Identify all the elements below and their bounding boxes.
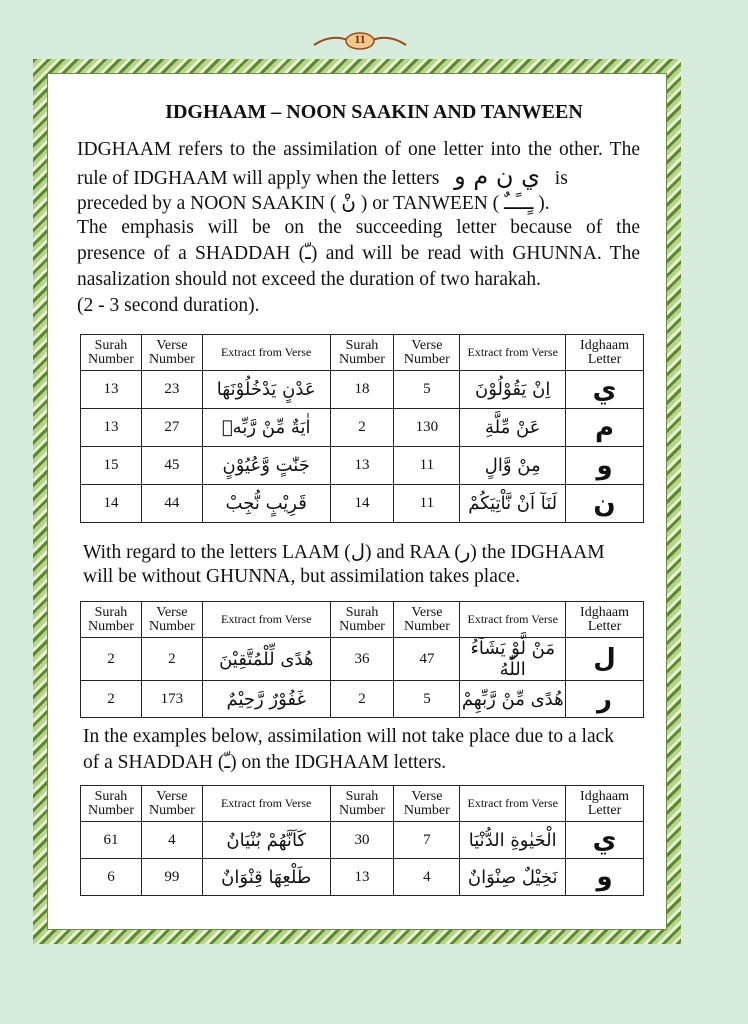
- surah-number: 2: [81, 638, 142, 681]
- verse-number: 5: [394, 681, 460, 718]
- table-row: [81, 447, 644, 485]
- header-surah: Surah Number: [81, 602, 142, 638]
- header-letter: Idghaam Letter: [566, 602, 644, 638]
- table-header-row: [81, 335, 644, 371]
- header-extract: Extract from Verse: [202, 786, 330, 822]
- verse-extract: لَنَآ اَنْ نَّاْتِيَكُمْ: [460, 485, 566, 523]
- surah-number: 13: [330, 859, 394, 896]
- header-extract: Extract from Verse: [460, 335, 566, 371]
- verse-number: 4: [394, 859, 460, 896]
- surah-number: 13: [81, 409, 142, 447]
- surah-number: 36: [330, 638, 394, 681]
- intro-line-3: [77, 189, 640, 217]
- table-row: [81, 409, 644, 447]
- verse-extract: قَرِيْبٍ نُّجِبْ: [202, 485, 330, 523]
- verse-extract: طَلْعِهَا قِنْوَانٌ: [202, 859, 330, 896]
- surah-number: 14: [81, 485, 142, 523]
- intro-line-5: presence of a SHADDAH (ـّ) and will be read with GHUNNA. The: [77, 243, 640, 264]
- intro-line-4: The emphasis will be on the succeeding letter because of the: [77, 217, 640, 238]
- header-verse: Verse Number: [394, 602, 460, 638]
- header-surah: Surah Number: [330, 335, 394, 371]
- intro-line-1: IDGHAAM refers to the assimilation of one letter into the other. The: [77, 139, 640, 160]
- surah-number: 2: [330, 681, 394, 718]
- verse-number: 7: [394, 822, 460, 859]
- surah-number: 2: [330, 409, 394, 447]
- header-extract: Extract from Verse: [460, 786, 566, 822]
- header-verse: Verse Number: [141, 786, 202, 822]
- header-verse: Verse Number: [394, 335, 460, 371]
- page-number-ornament: [312, 31, 408, 51]
- verse-number: 44: [141, 485, 202, 523]
- idghaam-letter: و: [566, 859, 644, 896]
- surah-number: 2: [81, 681, 142, 718]
- page-title: IDGHAAM – NOON SAAKIN AND TANWEEN: [165, 101, 583, 123]
- intro-line-2-pre: rule of IDGHAAM will apply when the letters: [77, 168, 440, 189]
- surah-number: 61: [81, 822, 142, 859]
- verse-number: 99: [141, 859, 202, 896]
- idghaam-letter: ي: [566, 822, 644, 859]
- surah-number: 15: [81, 447, 142, 485]
- no-shaddah-line-2: of a SHADDAH (ـّ) on the IDGHAAM letters.: [83, 752, 447, 773]
- idghaam-letter: و: [566, 447, 644, 485]
- surah-number: 13: [330, 447, 394, 485]
- header-surah: Surah Number: [330, 786, 394, 822]
- verse-extract: هُدًى لِّلْمُتَّقِيْنَ: [202, 638, 330, 681]
- intro-line-3-pre: preceded by a NOON SAAKIN (: [77, 193, 337, 214]
- laam-raa-paragraph: [83, 541, 643, 589]
- idghaam-letter: ر: [566, 681, 644, 718]
- no-assimilation-table: [80, 785, 644, 896]
- idghaam-with-ghunna-table: [80, 334, 644, 523]
- table-row: [81, 485, 644, 523]
- table-header-row: [81, 786, 644, 822]
- surah-number: 30: [330, 822, 394, 859]
- verse-extract: هُدًى مِّنْ رَّبِّهِمْ: [460, 681, 566, 718]
- no-shaddah-paragraph: [83, 724, 643, 776]
- surah-number: 13: [81, 371, 142, 409]
- table-header-row: [81, 602, 644, 638]
- verse-number: 5: [394, 371, 460, 409]
- table-row: [81, 681, 644, 718]
- intro-line-2: [77, 163, 640, 192]
- idghaam-letter: م: [566, 409, 644, 447]
- noon-saakin-glyph: نْ: [341, 190, 356, 214]
- verse-number: 23: [141, 371, 202, 409]
- laam-raa-line-2: will be without GHUNNA, but assimilation takes place.: [83, 566, 521, 587]
- intro-line-3-post: ).: [538, 193, 550, 214]
- table-row: [81, 822, 644, 859]
- verse-number: 27: [141, 409, 202, 447]
- verse-number: 11: [394, 447, 460, 485]
- header-extract: Extract from Verse: [460, 602, 566, 638]
- laam-raa-line-1: With regard to the letters LAAM (ل) and RAA (ر) the IDGHAAM: [83, 542, 605, 563]
- intro-line-7: (2 - 3 second duration).: [77, 295, 260, 316]
- intro-line-2-post: is: [554, 168, 568, 189]
- idghaam-letter: ن: [566, 485, 644, 523]
- header-surah: Surah Number: [330, 602, 394, 638]
- no-shaddah-line-1: In the examples below, assimilation will not take place due to a lack: [83, 726, 615, 747]
- surah-number: 18: [330, 371, 394, 409]
- intro-line-6: nasalization should not exceed the duration of two harakah.: [77, 269, 542, 290]
- header-letter: Idghaam Letter: [566, 786, 644, 822]
- verse-extract: جَنّٰتٍ وَّعُيُوْنٍ: [202, 447, 330, 485]
- header-surah: Surah Number: [81, 786, 142, 822]
- verse-number: 130: [394, 409, 460, 447]
- table-row: [81, 859, 644, 896]
- verse-extract: مَنْ لَّوْ يَشَآءُ اللّٰهُ: [460, 638, 566, 681]
- verse-extract: عَنْ مِّلَّةِ: [460, 409, 566, 447]
- verse-number: 11: [394, 485, 460, 523]
- verse-extract: عَدْنٍ يَدْخُلُوْنَهَا: [202, 371, 330, 409]
- idghaam-without-ghunna-table: [80, 601, 644, 718]
- verse-number: 2: [141, 638, 202, 681]
- header-extract: Extract from Verse: [202, 602, 330, 638]
- verse-number: 4: [141, 822, 202, 859]
- header-letter: Idghaam Letter: [566, 335, 644, 371]
- verse-extract: غَفُوْرٌ رَّحِيْمٌ: [202, 681, 330, 718]
- verse-extract: كَاَنَّهُمْ بُنْيَانٌ: [202, 822, 330, 859]
- table-row: [81, 371, 644, 409]
- verse-number: 47: [394, 638, 460, 681]
- verse-extract: اِنْ يَقُوْلُوْنَ: [460, 371, 566, 409]
- table-row: [81, 638, 644, 681]
- idghaam-letter: ي: [566, 371, 644, 409]
- verse-number: 45: [141, 447, 202, 485]
- verse-number: 173: [141, 681, 202, 718]
- header-verse: Verse Number: [141, 335, 202, 371]
- header-surah: Surah Number: [81, 335, 142, 371]
- verse-extract: اٰيَةٌ مِّنْ رَّبِّهٖ: [202, 409, 330, 447]
- page-number: 11: [354, 32, 366, 46]
- header-extract: Extract from Verse: [202, 335, 330, 371]
- intro-line-3-mid: ) or TANWEEN (: [360, 193, 500, 214]
- tanween-glyph: ـٍــًــٌ: [504, 190, 534, 214]
- header-verse: Verse Number: [394, 786, 460, 822]
- header-verse: Verse Number: [141, 602, 202, 638]
- idghaam-letter: ل: [566, 638, 644, 681]
- verse-extract: مِنْ وَّالٍ: [460, 447, 566, 485]
- surah-number: 14: [330, 485, 394, 523]
- idghaam-letters: ي ن م و: [454, 162, 540, 190]
- verse-extract: نَخِيْلٌ صِنْوَانٌ: [460, 859, 566, 896]
- verse-extract: الْحَيٰوةِ الدُّنْيَا: [460, 822, 566, 859]
- surah-number: 6: [81, 859, 142, 896]
